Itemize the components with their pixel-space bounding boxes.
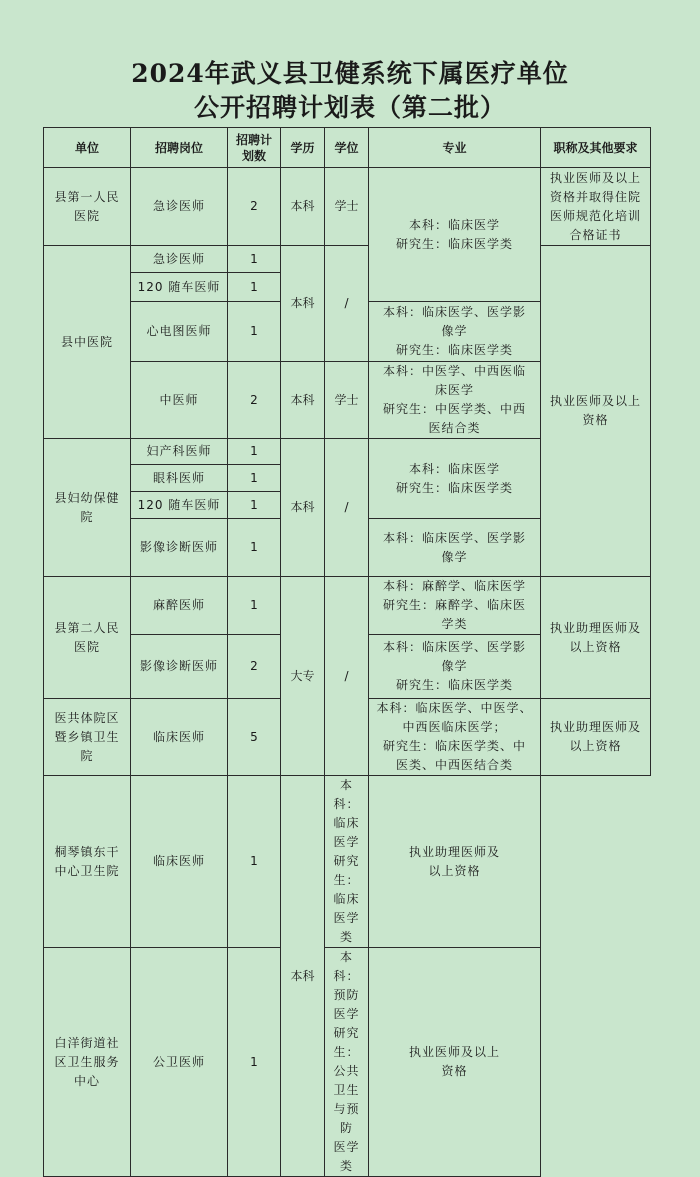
position-cell: 公卫医师: [131, 948, 228, 1177]
count-cell: 2: [228, 635, 281, 699]
degree-cell: /: [325, 577, 369, 776]
unit-cell: 县第一人民 医院: [44, 168, 131, 246]
education-cell: 大专: [281, 577, 325, 776]
position-cell: 临床医师: [131, 699, 228, 776]
document-subtitle: 公开招聘计划表（第二批）: [193, 93, 506, 122]
position-cell: 急诊医师: [131, 246, 228, 273]
degree-cell: 学士: [325, 362, 369, 439]
unit-cell: 桐琴镇东干 中心卫生院: [44, 776, 131, 948]
position-cell: 心电图医师: [131, 302, 228, 362]
unit-cell: 县妇幼保健 院: [44, 439, 131, 577]
table-row: [44, 246, 651, 273]
header-education: 学历: [281, 128, 325, 168]
count-cell: 2: [228, 362, 281, 439]
position-cell: 妇产科医师: [131, 439, 228, 465]
header-position: 招聘岗位: [131, 128, 228, 168]
degree-cell: 学士: [325, 168, 369, 246]
major-cell: 本科：临床医学 研究生：临床医学类: [369, 168, 541, 302]
table-row: [44, 776, 651, 948]
recruitment-table: [43, 127, 651, 1177]
count-cell: 1: [228, 948, 281, 1177]
position-cell: 中医师: [131, 362, 228, 439]
position-cell: 120 随车医师: [131, 492, 228, 519]
major-cell: 本科：临床医学、医学影 像学: [369, 519, 541, 577]
requirement-cell: 执业医师及以上 资格: [369, 948, 541, 1177]
header-unit: 单位: [44, 128, 131, 168]
count-cell: 1: [228, 492, 281, 519]
table-row: [44, 948, 651, 1177]
count-cell: 1: [228, 302, 281, 362]
major-cell: 本科：临床医学 研究生：临床医学类: [369, 439, 541, 519]
count-cell: 1: [228, 273, 281, 302]
major-cell: 本科：临床医学、医学影 像学 研究生：临床医学类: [369, 302, 541, 362]
requirement-cell: 执业助理医师及 以上资格: [541, 577, 651, 699]
education-cell: 本科: [281, 776, 325, 1177]
header-count: 招聘计 划数: [228, 128, 281, 168]
position-cell: 影像诊断医师: [131, 635, 228, 699]
count-cell: 5: [228, 699, 281, 776]
major-cell: 本科：临床医学、中医学、 中西医临床医学； 研究生：临床医学类、中 医类、中西医结合类: [369, 699, 541, 776]
unit-cell: 白洋街道社 区卫生服务 中心: [44, 948, 131, 1177]
count-cell: 2: [228, 168, 281, 246]
education-cell: 本科: [281, 362, 325, 439]
table-row: [44, 577, 651, 635]
header-requirement: 职称及其他要求: [541, 128, 651, 168]
table-header-row: [44, 128, 651, 168]
requirement-cell: 执业助理医师及 以上资格: [541, 699, 651, 776]
position-cell: 麻醉医师: [131, 577, 228, 635]
position-cell: 急诊医师: [131, 168, 228, 246]
requirement-cell: 执业医师及以上 资格并取得住院 医师规范化培训 合格证书: [541, 168, 651, 246]
header-degree: 学位: [325, 128, 369, 168]
count-cell: 1: [228, 577, 281, 635]
degree-cell: /: [325, 439, 369, 577]
requirement-cell: 执业助理医师及 以上资格: [369, 776, 541, 948]
position-cell: 影像诊断医师: [131, 519, 228, 577]
education-cell: 本科: [281, 246, 325, 362]
major-cell: 本科：临床医学、医学影 像学 研究生：临床医学类: [369, 635, 541, 699]
major-cell: 本科：预防医学 研究生：公共卫生与预防 医学类: [325, 948, 369, 1177]
position-cell: 120 随车医师: [131, 273, 228, 302]
major-cell: 本科：临床医学 研究生：临床医学类: [325, 776, 369, 948]
count-cell: 1: [228, 465, 281, 492]
education-cell: 本科: [281, 168, 325, 246]
degree-cell: /: [325, 246, 369, 362]
unit-cell: 县第二人民 医院: [44, 577, 131, 699]
major-cell: 本科：麻醉学、临床医学 研究生：麻醉学、临床医 学类: [369, 577, 541, 635]
count-cell: 1: [228, 519, 281, 577]
table-row: [44, 168, 651, 246]
major-cell: 本科：中医学、中西医临 床医学 研究生：中医学类、中西 医结合类: [369, 362, 541, 439]
count-cell: 1: [228, 776, 281, 948]
education-cell: 本科: [281, 439, 325, 577]
header-major: 专业: [369, 128, 541, 168]
unit-cell: 医共体院区 暨乡镇卫生 院: [44, 699, 131, 776]
requirement-cell: 执业医师及以上 资格: [541, 246, 651, 577]
unit-cell: 县中医院: [44, 246, 131, 439]
document-title: 2024年武义县卫健系统下属医疗单位: [131, 59, 569, 88]
count-cell: 1: [228, 439, 281, 465]
count-cell: 1: [228, 246, 281, 273]
position-cell: 眼科医师: [131, 465, 228, 492]
position-cell: 临床医师: [131, 776, 228, 948]
